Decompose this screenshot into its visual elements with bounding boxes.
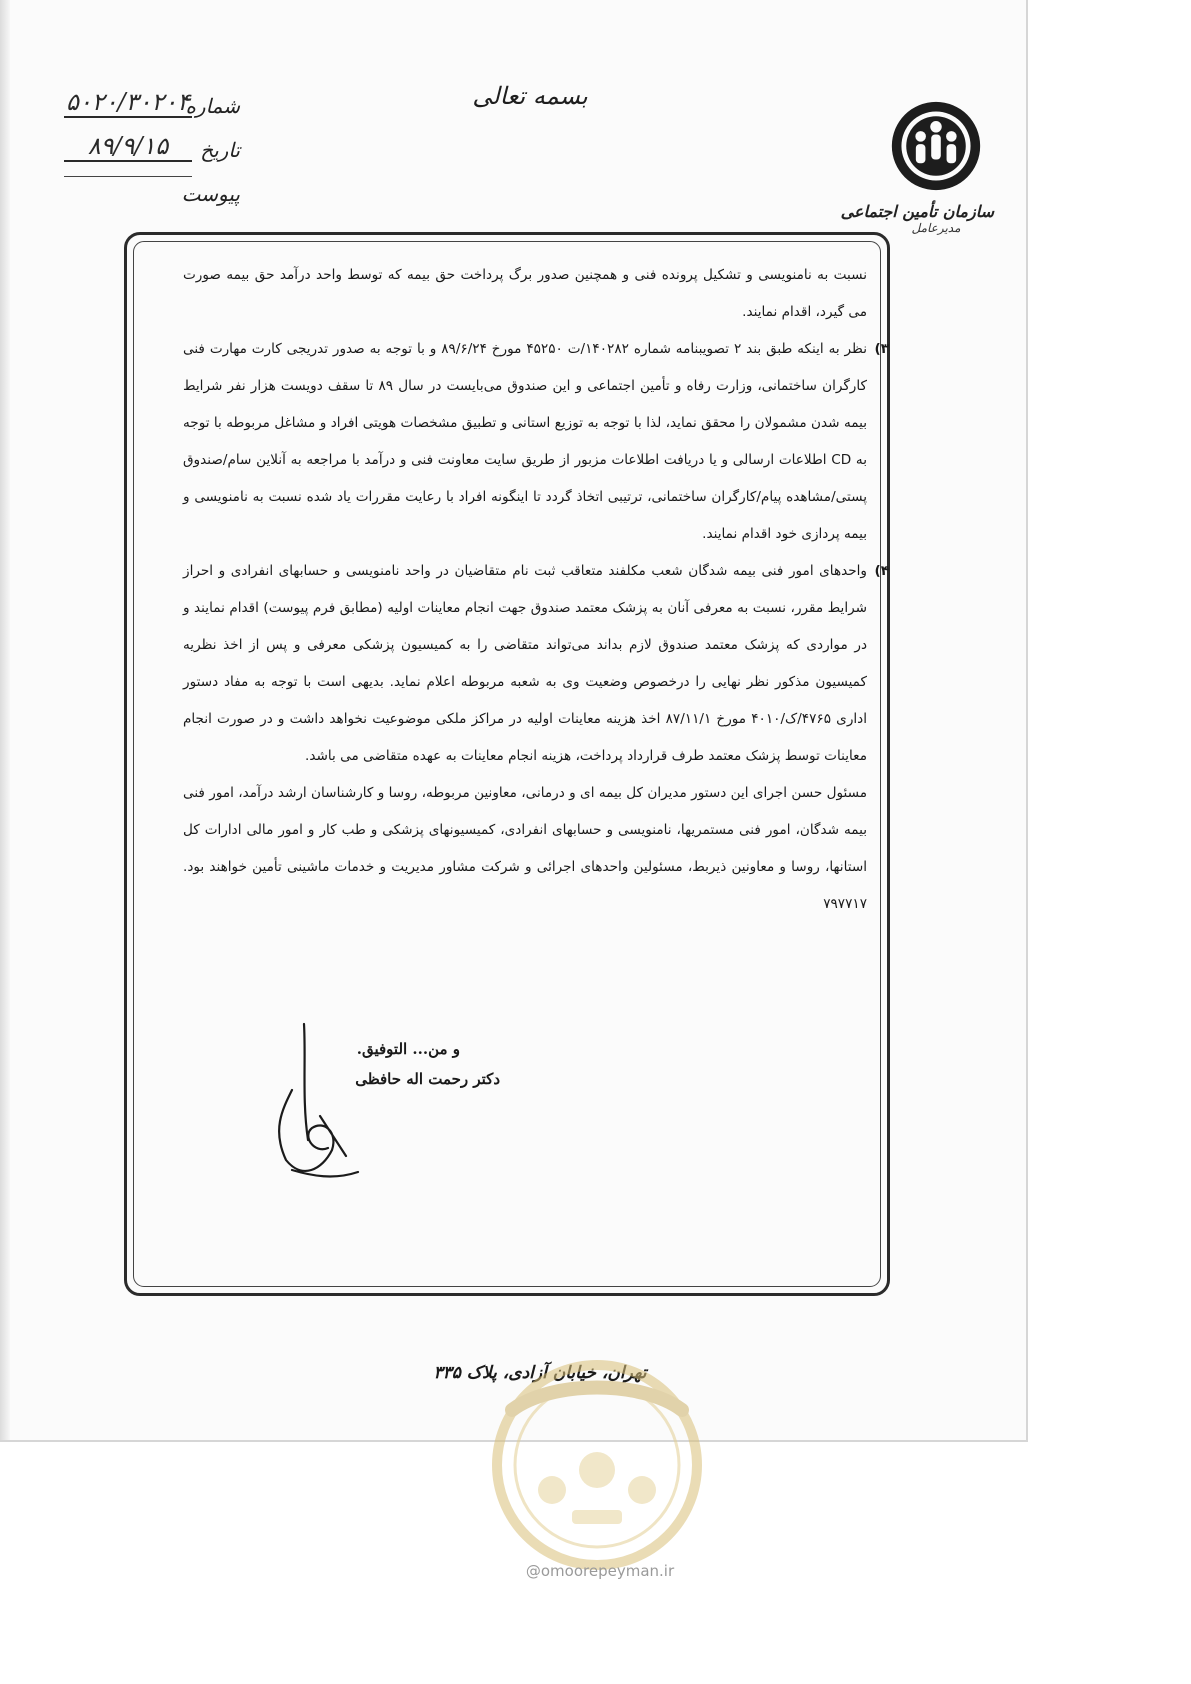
intro-paragraph: نسبت به نامنویسی و تشکیل پرونده فنی و همچنین صدور برگ پرداخت حق بیمه که توسط واحد درآمد حق بیمه صورت می گیرد، اقدام نمایند. [183, 267, 867, 320]
closing-paragraph: مسئول حسن اجرای این دستور مدیران کل بیمه ای و درمانی، معاونین مربوطه، روسا و کارشناسان ارشد درآمد، امور فنی بیمه شدگان، امور فنی مستمریها، نامنویسی و حسابهای انفرادی، کمیسیونهای پزشکی و طب کار و امور مالی ادارات کل استانها، روسا و معاونین ذیربط، مسئولین واحدهای اجرائی و شرکت مشاور مدیریت و خدمات ماشینی تأمین خواهند بود. ۷۹۷۷۱۷ [183, 785, 867, 912]
watermark-url: @omoorepeyman.ir [525, 1562, 675, 1580]
signature-block [250, 1040, 500, 1088]
attachment-value [64, 176, 192, 177]
date-label: تاریخ [200, 138, 240, 162]
number-label: شماره [185, 94, 240, 118]
date-value: ۸۹/۹/۱۵ [64, 132, 192, 162]
watermark-stamp-icon [472, 1340, 722, 1590]
attachment-label: پیوست [181, 182, 240, 206]
number-value: ۵۰۲۰/۳۰۲۰۴ [65, 88, 191, 116]
clause-number: ۳) [874, 341, 889, 357]
organization-block [840, 98, 994, 235]
attachment-row [60, 176, 240, 220]
salutation: و من... التوفیق. [356, 1040, 460, 1058]
clause-text: نظر به اینکه طبق بند ۲ تصویبنامه شماره ۱۴۰۲۸۲/ت ۴۵۲۵۰ مورخ ۸۹/۶/۲۴ و با توجه به صدور تدریجی کارت مهارت فنی کارگران ساختمانی، وزارت رفاه و تأمین اجتماعی و این صندوق می‌بایست در سال ۸۹ تا سقف دویست هزار نفر شرایط بیمه شدن مشمولان را محقق نماید، لذا با توجه به توزیع استانی و تطبیق مشخصات هویتی افراد و مشاغل مربوطه با توجه به CD اطلاعات ارسالی و یا دریافت اطلاعات مزبور از طریق سایت معاونت فنی و درآمد با مراجعه به آنلاین سام/صندوق پستی/مشاهده پیام/کارگران ساختمانی، ترتیبی اتخاذ گردد تا اینگونه افراد با رعایت مقررات یاد شده نسبت به نامنویسی و بیمه پردازی خود اقدام نمایند. [183, 341, 867, 542]
signer-name: دکتر رحمت اله حافظی [355, 1070, 500, 1088]
bismillah-heading: بسمه تعالی [472, 82, 588, 110]
date-row [60, 132, 240, 176]
social-security-logo-icon [888, 98, 984, 194]
clause-number: ۴) [874, 563, 889, 579]
letter-body [183, 257, 889, 923]
footer-address: تهران، خیابان آزادی، پلاک ۳۳۵ [433, 1363, 647, 1383]
organization-subtitle: مدیرعامل [911, 221, 961, 235]
organization-name: سازمان تأمین اجتماعی [840, 202, 994, 221]
clause-3 [183, 331, 889, 553]
number-row [60, 88, 240, 132]
clause-4 [183, 553, 889, 775]
letter-frame [124, 232, 890, 1296]
clause-text: واحدهای امور فنی بیمه شدگان شعب مکلفند متعاقب ثبت نام متقاضیان در واحد نامنویسی و حسابهای انفرادی و احراز شرایط مقرر، نسبت به معرفی آنان به پزشک معتمد صندوق جهت انجام معاینات اولیه (مطابق فرم پیوست) اقدام نمایند و در مواردی که پزشک معتمد صندوق لازم بداند می‌تواند متقاضی را به کمیسیون پزشکی معرفی و پس از اخذ نظریه کمیسیون مذکور نظر نهایی را درخصوص وضعیت وی به شعبه مربوطه اعلام نماید. بدیهی است با توجه به مفاد دستور اداری ۴۷۶۵/ک/۴۰۱۰ مورخ ۸۷/۱۱/۱ اخذ هزینه معاینات اولیه در مراکز ملکی موضوعیت نخواهد داشت و در صورت انجام معاینات توسط پزشک معتمد طرف قرارداد پرداخت، هزینه انجام معاینات به عهده متقاضی می باشد. [183, 563, 867, 764]
letter-metadata [60, 88, 240, 220]
scan-edge [0, 0, 10, 1440]
